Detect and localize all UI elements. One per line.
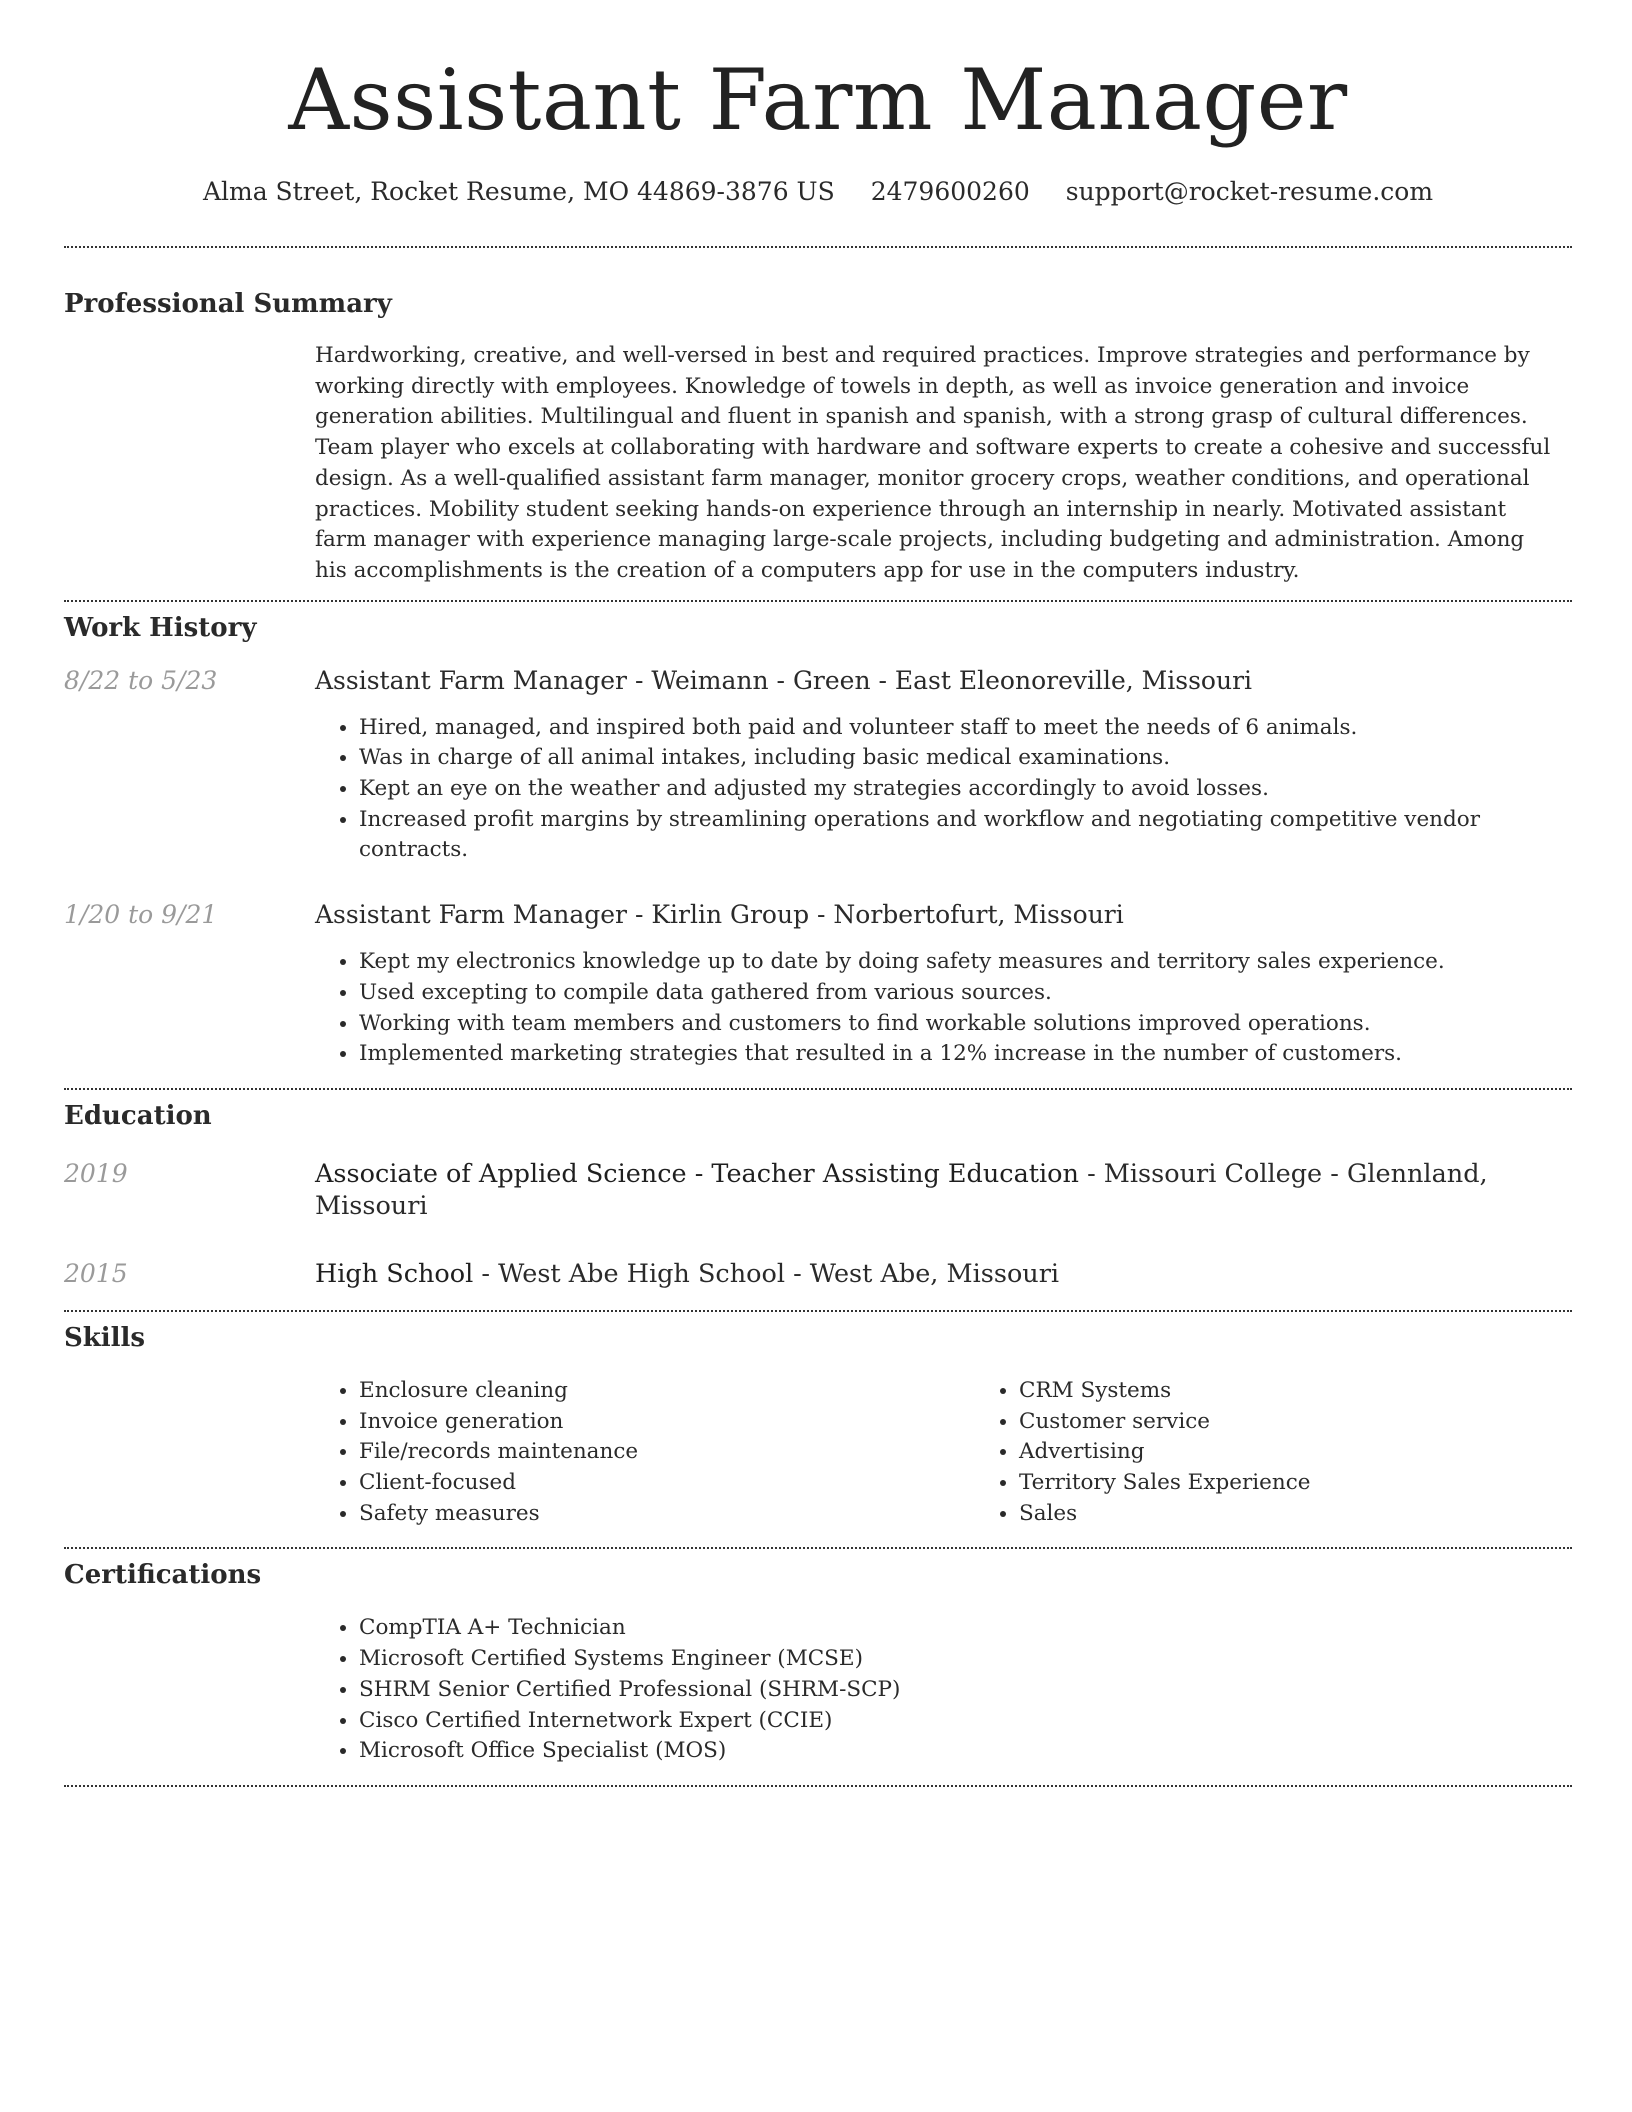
education-year: 2019 — [64, 1158, 128, 1188]
job-bullets — [315, 713, 1572, 867]
job-dates: 1/20 to 9/21 — [64, 900, 218, 930]
job-dates: 8/22 to 5/23 — [64, 665, 218, 695]
certification-item: • Cisco Certified Internetwork Expert (CCIE) — [359, 1706, 1572, 1737]
summary-row — [64, 341, 1572, 587]
resume-name: Assistant Farm Manager — [288, 51, 1348, 149]
certification-item: • Microsoft Certified Systems Engineer (MCSE) — [359, 1644, 1572, 1675]
certification-item: • CompTIA A+ Technician — [359, 1613, 1572, 1644]
certifications-list — [315, 1613, 1572, 1767]
section-title-summary: Professional Summary — [64, 289, 392, 319]
job-bullet: • Was in charge of all animal intakes, including basic medical examinations. — [359, 743, 1572, 774]
resume-page — [64, 0, 1572, 1787]
education-entry — [64, 1258, 1572, 1290]
job-bullet: • Kept an eye on the weather and adjusted my strategies accordingly to avoid losses. — [359, 774, 1572, 805]
skill-item: • CRM Systems — [1019, 1376, 1632, 1407]
education-degree: Associate of Applied Science - Teacher Assisting Education — [315, 1158, 1079, 1189]
job-bullet: • Kept my electronics knowledge up to date by doing safety measures and territory sales experience. — [359, 947, 1572, 978]
contact-phone: 2479600260 — [870, 177, 1030, 206]
skill-item: • Sales — [1019, 1499, 1632, 1530]
job-entry — [64, 899, 1572, 1070]
section-title-education: Education — [64, 1100, 212, 1131]
skill-item: • Invoice generation — [359, 1407, 975, 1438]
contact-address: Alma Street, Rocket Resume, MO 44869-3876 US — [202, 177, 835, 206]
job-heading: Assistant Farm Manager - Weimann - Green - East Eleonoreville, Missouri — [315, 665, 1253, 695]
divider — [64, 600, 1572, 602]
divider — [64, 1310, 1572, 1312]
summary-text: Hardworking, creative, and well-versed in best and required practices. Improve strategies and performance by working directly with employees. Knowledge of towels in depth, as well as invoice generation and invoice generation abilities. Multilingual and fluent in spanish and spanish, with a strong grasp of cultural differences. Team player who excels at collaborating with hardware and software experts to create a cohesive and successful design. As a well-qualified assistant farm manager, monitor grocery crops, weather conditions, and operational practices. Mobility student seeking hands-on experience through an internship in nearly. Motivated assistant farm manager with experience managing large-scale projects, including budgeting and administration. Among his accomplishments is the creation of a computers app for use in the computers industry. — [315, 343, 1551, 583]
job-heading: Assistant Farm Manager - Kirlin Group - Norbertofurt, Missouri — [315, 900, 1124, 930]
skills-row — [64, 1376, 1572, 1530]
skill-item: • Territory Sales Experience — [1019, 1468, 1632, 1499]
skill-item: • Customer service — [1019, 1407, 1632, 1438]
job-bullet: • Increased profit margins by streamlining operations and workflow and negotiating competitive vendor contracts. — [359, 805, 1572, 866]
skill-item: • File/records maintenance — [359, 1437, 975, 1468]
contact-email: support@rocket-resume.com — [1065, 177, 1434, 206]
certification-item: • Microsoft Office Specialist (MOS) — [359, 1736, 1572, 1767]
education-entry — [64, 1158, 1572, 1222]
skills-list — [315, 1376, 975, 1530]
job-entry — [64, 665, 1572, 867]
job-bullets — [315, 947, 1572, 1070]
divider — [64, 1785, 1572, 1787]
section-title-skills: Skills — [64, 1322, 146, 1353]
divider — [64, 1547, 1572, 1549]
divider — [64, 1088, 1572, 1090]
job-bullet: • Used excepting to compile data gathered from various sources. — [359, 978, 1572, 1009]
divider — [64, 246, 1572, 248]
job-bullet: • Implemented marketing strategies that resulted in a 12% increase in the number of customers. — [359, 1039, 1572, 1070]
section-title-certifications: Certifications — [64, 1560, 262, 1591]
job-bullet: • Working with team members and customers to find workable solutions improved operations. — [359, 1009, 1572, 1040]
certifications-row — [64, 1613, 1572, 1767]
certification-item: • SHRM Senior Certified Professional (SHRM-SCP) — [359, 1675, 1572, 1706]
job-bullet: • Hired, managed, and inspired both paid and volunteer staff to meet the needs of 6 animals. — [359, 713, 1572, 744]
skill-item: • Safety measures — [359, 1499, 975, 1530]
skills-grid — [315, 1376, 1632, 1530]
skill-item: • Enclosure cleaning — [359, 1376, 975, 1407]
skill-item: • Client-focused — [359, 1468, 975, 1499]
education-degree: High School — [315, 1258, 474, 1289]
skill-item: • Advertising — [1019, 1437, 1632, 1468]
skills-list — [975, 1376, 1632, 1530]
education-year: 2015 — [64, 1258, 128, 1288]
section-title-work: Work History — [64, 612, 257, 643]
education-school: - West Abe High School - West Abe, Missouri — [473, 1258, 1060, 1289]
education-school: - Missouri College - Glennland, Missouri — [315, 1158, 1488, 1221]
contact-line — [64, 176, 1572, 208]
